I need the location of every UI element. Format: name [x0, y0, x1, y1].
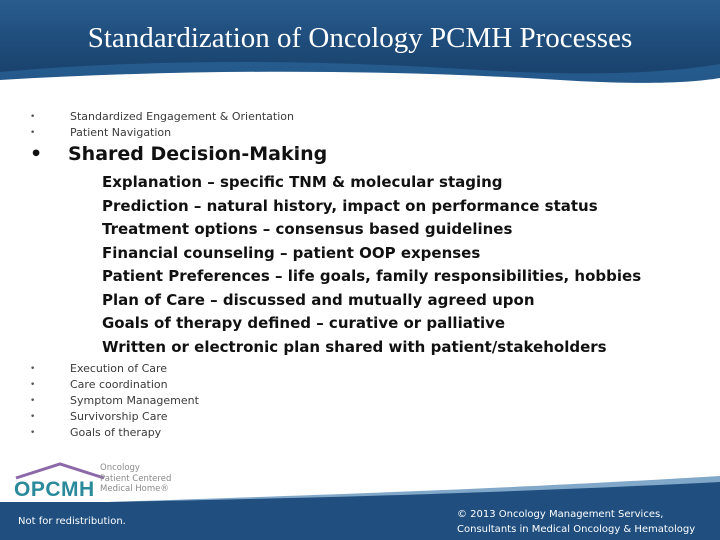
list-item: Plan of Care – discussed and mutually agreed upon	[102, 290, 535, 309]
footer-notice: Not for redistribution.	[18, 516, 126, 527]
list-item: • Symptom Management	[30, 394, 199, 407]
bullet-icon: •	[30, 380, 36, 390]
title-bar	[0, 0, 720, 88]
bullet-icon: •	[30, 412, 36, 422]
list-item: Goals of therapy defined – curative or palliative	[102, 314, 506, 332]
bottom-bullet-list	[30, 361, 199, 441]
list-item: • Care coordination	[30, 378, 168, 391]
list-item: Financial counseling – patient OOP expenses	[102, 243, 481, 262]
list-item: • Survivorship Care	[30, 410, 168, 423]
list-item: • Standardized Engagement & Orientation	[30, 110, 294, 123]
main-bullet-text: Shared Decision-Making	[68, 143, 328, 165]
top-bullet-list	[30, 109, 294, 141]
list-item: Explanation – specific TNM & molecular staging	[102, 173, 503, 191]
decision-making-list	[102, 171, 641, 359]
bullet-icon: •	[30, 128, 36, 138]
list-item: Prediction – natural history, impact on performance status	[102, 196, 598, 215]
bullet-icon: •	[30, 364, 36, 374]
slide-title: Standardization of Oncology PCMH Processes	[87, 22, 633, 54]
list-item: • Goals of therapy	[30, 426, 162, 439]
list-item: • Patient Navigation	[30, 126, 172, 139]
list-item: Treatment options – consensus based guidelines	[102, 220, 513, 238]
title-wave-decoration	[0, 58, 720, 88]
bullet-icon: •	[30, 143, 43, 165]
list-item: • Execution of Care	[30, 362, 168, 375]
footer-copyright: © 2013 Oncology Management Services, Consultants in Medical Oncology & Hematology	[457, 509, 696, 535]
list-item: Written or electronic plan shared with patient/stakeholders	[102, 337, 607, 356]
logo-mark: OPCMH	[14, 478, 95, 500]
main-bullet	[30, 143, 327, 165]
bullet-icon: •	[30, 428, 36, 438]
bullet-icon: •	[30, 112, 36, 122]
list-item: Patient Preferences – life goals, family responsibilities, hobbies	[102, 267, 642, 285]
bullet-icon: •	[30, 396, 36, 406]
logo-caption: Oncology Patient Centered Medical Home®	[100, 463, 172, 494]
